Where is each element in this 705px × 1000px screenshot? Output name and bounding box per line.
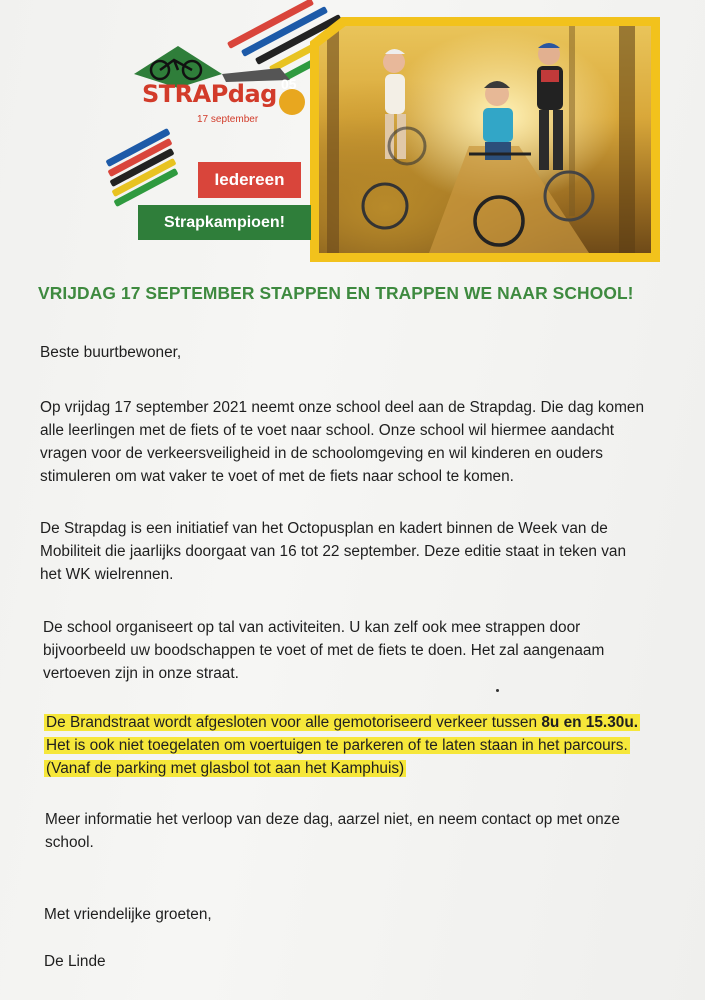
logo-date: 17 september (197, 114, 259, 125)
paragraph-line: De school organiseert op tal van activiteiten. U kan zelf ook mee strappen door (43, 619, 581, 636)
road-closure-notice (44, 711, 694, 780)
paragraph-line: alle leerlingen met de fiets of te voet naar school. Onze school wil hiermee aandacht (40, 422, 615, 439)
tag-iedereen: Iedereen (198, 162, 301, 198)
notice-line-1 (44, 711, 694, 734)
salutation: Beste buurtbewoner, (40, 344, 182, 361)
paragraph-line: Op vrijdag 17 september 2021 neemt onze school deel aan de Strapdag. Die dag komen (40, 399, 645, 416)
notice-line-3 (44, 757, 694, 780)
logo-title: STRAPdag (142, 80, 277, 108)
notice-text: Het is ook niet toegelaten om voertuigen te parkeren of te laten staan in het parcours. (46, 737, 628, 754)
paragraph-intro (40, 396, 690, 488)
page-title: VRIJDAG 17 SEPTEMBER STAPPEN EN TRAPPEN WE NAAR SCHOOL! (38, 283, 634, 303)
tag-strapkampioen: Strapkampioen! (138, 205, 311, 240)
signature: De Linde (44, 953, 106, 970)
paragraph-line: Mobiliteit die jaarlijks doorgaat van 16 tot 22 september. Deze editie staat in teken van (40, 543, 627, 560)
paragraph-line: vragen voor de verkeersveiligheid in de schoolomgeving en wil kinderen en ouders (40, 445, 603, 462)
paragraph-strapdag (40, 517, 690, 586)
paragraph-line: Meer informatie het verloop van deze dag, aarzel niet, en neem contact op met onze (45, 811, 620, 828)
logo-number: 05 (281, 76, 297, 92)
paragraph-line: school. (45, 834, 94, 851)
paragraph-line: De Strapdag is een initiatief van het Octopusplan en kadert binnen de Week van de (40, 520, 608, 537)
notice-line-2 (44, 734, 694, 757)
cyclists-illustration (319, 26, 651, 253)
strapdag-banner (105, 12, 660, 264)
speck-dot (496, 689, 499, 692)
paragraph-line: bijvoorbeeld uw boodschappen te voet of met de fiets te doen. Het zal aangenaam (43, 642, 605, 659)
closing: Met vriendelijke groeten, (44, 906, 212, 923)
paragraph-activities (43, 616, 693, 685)
cycling-family-photo (319, 26, 651, 253)
notice-text: De Brandstraat wordt afgesloten voor alle gemotoriseerd verkeer tussen (46, 714, 542, 731)
paragraph-line: het WK wielrennen. (40, 566, 174, 583)
paragraph-line: stimuleren om wat vaker te voet of met de fiets naar school te komen. (40, 468, 514, 485)
paragraph-more-info (45, 808, 695, 854)
notice-time-range: 8u en 15.30u. (541, 714, 638, 731)
notice-text: (Vanaf de parking met glasbol tot aan het Kamphuis) (46, 760, 405, 777)
paragraph-line: vertoeven zijn in onze straat. (43, 665, 239, 682)
